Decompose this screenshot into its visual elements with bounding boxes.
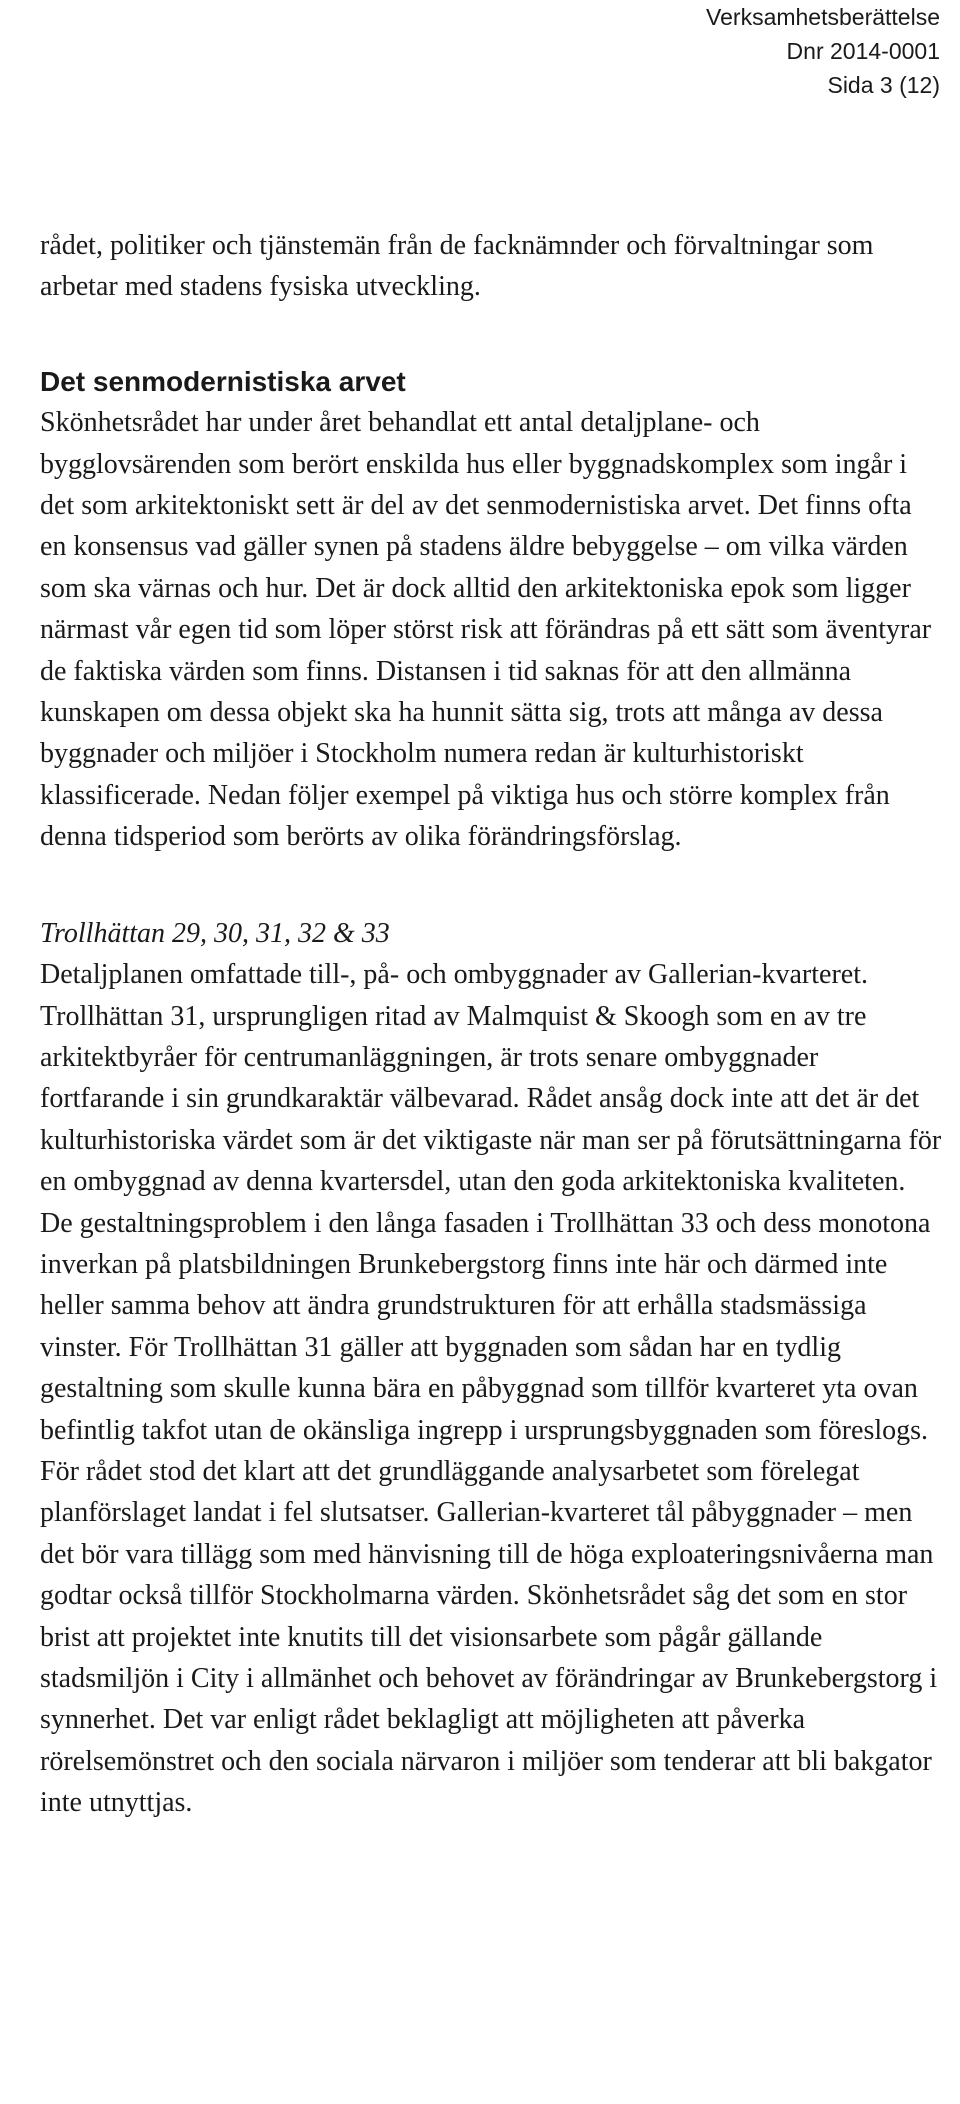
page-header bbox=[706, 0, 940, 102]
document-number: Dnr 2014-0001 bbox=[786, 38, 940, 64]
page-number: Sida 3 (12) bbox=[827, 72, 940, 98]
sub-paragraph: Detaljplanen omfattade till-, på- och ombyggnader av Gallerian-kvarteret. Trollhättan 31, ursprungligen ritad av Malmquist & Skoogh som en av tre arkitektbyråer för centrumanläggningen, är trots senare ombyggnader fortfarande i sin grundkaraktär välbevarad. Rådet ansåg dock inte att det är det kulturhistoriska värdet som är det viktigaste när man ser på förutsättningarna för en ombyggnad av denna kvartersdel, utan den goda arkitektoniska kvaliteten. De gestaltningsproblem i den långa fasaden i Trollhättan 33 och dess monotona inverkan på platsbildningen Brunkebergstorg finns inte här och därmed inte heller samma behov att ändra grundstrukturen för att erhålla stadsmässiga vinster. För Trollhättan 31 gäller att byggnaden som sådan har en tydlig gestaltning som skulle kunna bära en påbyggnad som tillför kvarteret yta ovan befintlig takfot utan de okänsliga ingrepp i ursprungsbyggnaden som föreslogs. För rådet stod det klart att det grundläggande analysarbetet som förelegat planförslaget landat i fel slutsatser. Gallerian-kvarteret tål påbyggnader – men det bör vara tillägg som med hänvisning till de höga exploateringsnivåerna man godtar också tillför Stockholmarna värden. Skönhetsrådet såg det som en stor brist att projektet inte knutits till det visionsarbete som pågår gällande stadsmiljön i City i allmänhet och behovet av förändringar av Brunkebergstorg i synnerhet. Det var enligt rådet beklagligt att möjligheten att påverka rörelsemönstret och den sociala närvaron i miljöer som tenderar att bli bakgator inte utnyttjas. bbox=[40, 959, 942, 1819]
document-type: Verksamhetsberättelse bbox=[706, 4, 940, 30]
document-body bbox=[40, 225, 945, 1824]
sub-heading: Trollhättan 29, 30, 31, 32 & 33 bbox=[40, 917, 390, 949]
intro-paragraph: rådet, politiker och tjänstemän från de facknämnder och förvaltningar som arbetar med stadens fysiska utveckling. bbox=[40, 230, 874, 303]
section-paragraph: Skönhetsrådet har under året behandlat ett antal detaljplane- och bygglovsärenden som berört enskilda hus eller byggnadskomplex som ingår i det som arkitektoniskt sett är del av det senmodernistiska arvet. Det finns ofta en konsensus vad gäller synen på stadens äldre bebyggelse – om vilka värden som ska värnas och hur. Det är dock alltid den arkitektoniska epok som ligger närmast vår egen tid som löper störst risk att förändras på ett sätt som äventyrar de faktiska värden som finns. Distansen i tid saknas för att den allmänna kunskapen om dessa objekt ska ha hunnit sätta sig, trots att många av dessa byggnader och miljöer i Stockholm numera redan är kulturhistoriskt klassificerade. Nedan följer exempel på viktiga hus och större komplex från denna tidsperiod som berörts av olika förändringsförslag. bbox=[40, 407, 932, 853]
section-heading: Det senmodernistiska arvet bbox=[40, 365, 406, 397]
